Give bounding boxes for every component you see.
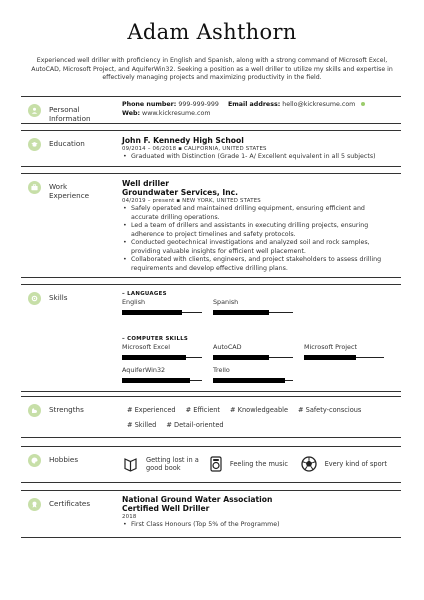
strength-tag: # Skilled xyxy=(127,421,157,429)
section-title: Hobbies xyxy=(49,455,79,464)
computer-skills-heading: – COMPUTER SKILLS xyxy=(122,336,189,342)
skill-level-bar xyxy=(122,379,202,381)
skill-item xyxy=(122,298,202,313)
skill-item xyxy=(213,366,293,381)
hobby-item xyxy=(210,456,301,472)
section-hobbies xyxy=(21,446,401,483)
web-label: Web: xyxy=(122,109,141,117)
phone-label: Phone number: xyxy=(122,101,177,108)
soccer-ball-icon xyxy=(301,456,317,472)
skill-item xyxy=(122,366,202,381)
hobby-text: Feeling the music xyxy=(229,460,288,469)
section-work-experience xyxy=(21,173,401,278)
section-title: Certificates xyxy=(49,499,91,508)
skill-name: AquiferWin32 xyxy=(122,366,166,374)
strength-tag: # Knowledgeable xyxy=(230,406,289,414)
skill-level-bar xyxy=(122,311,202,313)
skill-level-bar xyxy=(213,379,293,381)
languages-heading: – LANGUAGES xyxy=(122,291,167,297)
education-meta: 09/2014 – 06/2018 ▪ CALIFORNIA, UNITED STATES xyxy=(122,146,267,152)
school-name: John F. Kennedy High School xyxy=(122,136,244,145)
person-icon xyxy=(28,104,41,117)
skill-item xyxy=(122,343,202,358)
list-item: • Safely operated and maintained drilling equipment, ensuring efficient and accurate drilling operations. xyxy=(122,205,394,222)
skill-item xyxy=(213,343,293,358)
hobby-text: Getting lost in a good book xyxy=(146,456,199,473)
email-label: Email address: xyxy=(227,101,281,108)
skill-name: Spanish xyxy=(213,298,239,306)
strength-tag: # Safety-conscious xyxy=(298,406,362,414)
certificate-icon xyxy=(28,498,41,511)
section-title: Personal Information xyxy=(49,105,91,123)
skill-level-bar xyxy=(122,356,202,358)
certificate-issuer: National Ground Water Association xyxy=(122,495,273,504)
company-name: Groundwater Services, Inc. xyxy=(122,188,238,197)
list-item: • Collaborated with clients, engineers, and project stakeholders to assess drilling requirements and develop effective drilling plans. xyxy=(122,256,394,273)
gear-icon xyxy=(28,292,41,305)
list-item: • First Class Honours (Top 5% of the Programme) xyxy=(122,521,394,530)
skill-level-bar xyxy=(304,356,384,358)
skill-name: English xyxy=(122,298,146,306)
skill-level-bar xyxy=(213,311,293,313)
certificate-name: Certified Well Driller xyxy=(122,504,210,513)
web-link[interactable]: www.kickresume.com xyxy=(142,109,211,117)
skill-name: AutoCAD xyxy=(213,343,242,351)
work-meta: 04/2019 – present ▪ NEW YORK, UNITED STATES xyxy=(122,198,261,204)
section-skills xyxy=(21,284,401,392)
music-player-icon xyxy=(210,456,222,472)
list-item: • Graduated with Distinction (Grade 1- A/ Excellent equivalent in all 5 subjects) xyxy=(122,153,394,162)
strength-tag: # Experienced xyxy=(127,406,176,414)
section-title: Skills xyxy=(49,293,68,302)
skill-level-bar xyxy=(213,356,293,358)
skill-name: Microsoft Project xyxy=(304,343,357,351)
list-item: • Led a team of drillers and assistants in executing drilling projects, ensuring adherence to project timelines and safety protocols. xyxy=(122,222,394,239)
skill-item xyxy=(304,343,384,358)
section-certificates xyxy=(21,490,401,538)
skill-item xyxy=(213,298,293,313)
section-title: Education xyxy=(49,139,85,148)
section-title: Work Experience xyxy=(49,182,90,200)
phone-value: 999-999-999 xyxy=(178,101,219,108)
strength-tag: # Efficient xyxy=(185,406,221,414)
work-bullets xyxy=(122,205,394,273)
job-position: Well driller xyxy=(122,179,169,188)
strength-tags xyxy=(127,403,399,433)
section-title: Strengths xyxy=(49,405,84,414)
list-item: • Conducted geotechnical investigations and analyzed soil and rock samples, providing valuable insights for efficient well placement. xyxy=(122,239,394,256)
education-bullets xyxy=(122,153,394,162)
certificate-year: 2018 xyxy=(122,514,137,520)
briefcase-icon xyxy=(28,181,41,194)
separator-dot xyxy=(361,102,365,106)
book-icon xyxy=(123,457,138,472)
hobby-item xyxy=(123,456,210,473)
section-personal-information xyxy=(21,96,401,124)
hobby-text: Every kind of sport xyxy=(324,460,387,469)
strength-tag: # Detail-oriented xyxy=(166,421,224,429)
certificate-bullets xyxy=(122,521,394,530)
section-education xyxy=(21,130,401,167)
profile-summary: Experienced well driller with proficiency in English and Spanish, along with a strong command of Microsoft Excel, AutoCAD, Microsoft Project, and AquiferWin32. Seeking a position as a well driller to utilize my skills and expertise in effectively managing projects and maximizing productivity in the field. xyxy=(31,57,393,82)
email-value[interactable]: hello@kickresume.com xyxy=(282,101,356,108)
section-strengths xyxy=(21,396,401,438)
skill-name: Trello xyxy=(213,366,230,374)
hobby-item xyxy=(301,456,395,472)
candidate-name: Adam Ashthorn xyxy=(127,20,297,44)
palette-icon xyxy=(28,454,41,467)
bicep-icon xyxy=(28,404,41,417)
graduation-cap-icon xyxy=(28,138,41,151)
skill-name: Microsoft Excel xyxy=(122,343,171,351)
